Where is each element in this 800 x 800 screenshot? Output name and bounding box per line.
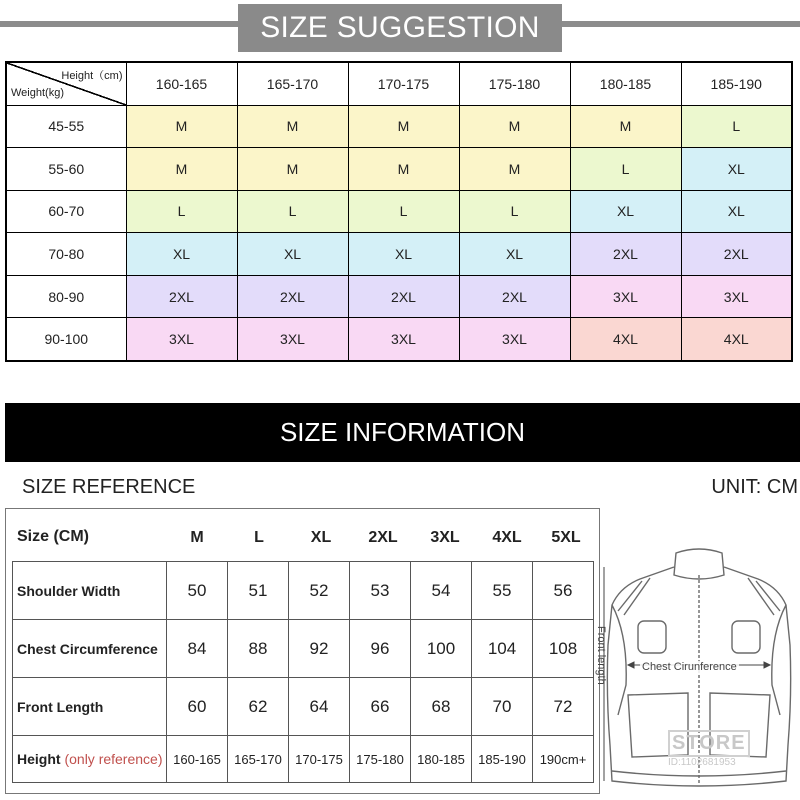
banner-line-right	[561, 21, 800, 27]
size-cell: 3XL	[237, 318, 348, 361]
unit-label: UNIT: CM	[711, 476, 798, 498]
value-cell: 185-190	[472, 736, 533, 783]
row-label: Chest Circumference	[13, 620, 167, 678]
size-cell: M	[348, 148, 459, 191]
size-cell: L	[681, 105, 792, 148]
size-cell: XL	[348, 233, 459, 276]
value-cell: 84	[167, 620, 228, 678]
size-cell: M	[459, 148, 570, 191]
suggestion-header-row	[6, 62, 792, 105]
weight-row-label: 90-100	[6, 318, 126, 361]
value-cell: 56	[533, 562, 594, 620]
height-label: Height	[17, 751, 61, 767]
table-row	[13, 620, 594, 678]
size-cm-header: Size (CM)	[17, 528, 89, 545]
size-column-header: XL	[310, 529, 332, 546]
value-cell: 190cm+	[533, 736, 594, 783]
size-cell: M	[570, 105, 681, 148]
size-column-header: 4XL	[492, 529, 522, 546]
value-cell: 50	[167, 562, 228, 620]
row-label-height	[13, 736, 167, 783]
size-cell: XL	[570, 190, 681, 233]
size-cell: 3XL	[126, 318, 237, 361]
weight-axis-label: Weight(kg)	[11, 86, 64, 99]
height-header: 165-170	[237, 62, 348, 105]
value-cell: 160-165	[167, 736, 228, 783]
size-cell: 2XL	[681, 233, 792, 276]
size-cell: 4XL	[570, 318, 681, 361]
value-cell: 64	[289, 678, 350, 736]
store-watermark: STORE	[668, 730, 750, 757]
size-reference-label: SIZE REFERENCE	[22, 476, 196, 498]
size-cell: 4XL	[681, 318, 792, 361]
value-cell: 108	[533, 620, 594, 678]
row-label: Front Length	[13, 678, 167, 736]
size-cell: M	[348, 105, 459, 148]
size-column-header: L	[254, 529, 264, 546]
size-cell: 2XL	[237, 275, 348, 318]
height-header: 180-185	[570, 62, 681, 105]
height-header: 175-180	[459, 62, 570, 105]
size-suggestion-table	[5, 61, 793, 362]
size-cell: M	[126, 105, 237, 148]
value-cell: 53	[350, 562, 411, 620]
height-header: 160-165	[126, 62, 237, 105]
value-cell: 88	[228, 620, 289, 678]
value-cell: 104	[472, 620, 533, 678]
table-row	[13, 736, 594, 783]
table-row	[6, 148, 792, 191]
value-cell: 52	[289, 562, 350, 620]
size-cell: XL	[681, 190, 792, 233]
height-axis-label: Height（cm)	[61, 70, 123, 82]
size-cell: L	[348, 190, 459, 233]
value-cell: 66	[350, 678, 411, 736]
value-cell: 170-175	[289, 736, 350, 783]
size-cell: M	[237, 148, 348, 191]
size-cell: XL	[681, 148, 792, 191]
value-cell: 55	[472, 562, 533, 620]
size-cell: L	[237, 190, 348, 233]
size-suggestion-title: SIZE SUGGESTION	[238, 4, 562, 52]
size-cell: L	[126, 190, 237, 233]
size-cell: L	[459, 190, 570, 233]
size-column-header: 5XL	[551, 529, 581, 546]
row-label: Shoulder Width	[13, 562, 167, 620]
size-cell: 2XL	[126, 275, 237, 318]
height-header: 185-190	[681, 62, 792, 105]
size-column-header: M	[190, 529, 204, 546]
value-cell: 175-180	[350, 736, 411, 783]
size-cell: XL	[459, 233, 570, 276]
size-cell: M	[237, 105, 348, 148]
weight-row-label: 60-70	[6, 190, 126, 233]
table-row	[6, 233, 792, 276]
value-cell: 70	[472, 678, 533, 736]
value-cell: 100	[411, 620, 472, 678]
size-column-header: 3XL	[430, 529, 460, 546]
size-cell: 3XL	[570, 275, 681, 318]
banner-line-left	[0, 21, 240, 27]
size-cell: L	[570, 148, 681, 191]
table-row	[6, 275, 792, 318]
size-column-header: 2XL	[368, 529, 398, 546]
value-cell: 96	[350, 620, 411, 678]
value-cell: 180-185	[411, 736, 472, 783]
value-cell: 72	[533, 678, 594, 736]
diagonal-header-cell	[6, 62, 126, 105]
size-info-table	[12, 561, 594, 783]
value-cell: 68	[411, 678, 472, 736]
only-reference-note: (only reference)	[64, 751, 163, 767]
value-cell: 51	[228, 562, 289, 620]
value-cell: 62	[228, 678, 289, 736]
weight-row-label: 80-90	[6, 275, 126, 318]
size-cell: 2XL	[570, 233, 681, 276]
height-header: 170-175	[348, 62, 459, 105]
size-cell: 3XL	[681, 275, 792, 318]
size-cell: XL	[126, 233, 237, 276]
size-cell: XL	[237, 233, 348, 276]
weight-row-label: 55-60	[6, 148, 126, 191]
chest-circumference-label: Chest Cirunference	[642, 661, 737, 673]
table-row	[6, 190, 792, 233]
size-cell: 2XL	[459, 275, 570, 318]
table-row	[6, 105, 792, 148]
value-cell: 165-170	[228, 736, 289, 783]
size-information-title: SIZE INFORMATION	[5, 403, 800, 462]
size-cell: 3XL	[459, 318, 570, 361]
size-cell: 2XL	[348, 275, 459, 318]
size-cell: M	[459, 105, 570, 148]
size-cell: M	[126, 148, 237, 191]
store-id-watermark: ID:1102681953	[668, 757, 736, 768]
value-cell: 92	[289, 620, 350, 678]
table-row	[6, 318, 792, 361]
size-cell: 3XL	[348, 318, 459, 361]
value-cell: 54	[411, 562, 472, 620]
weight-row-label: 45-55	[6, 105, 126, 148]
table-row	[13, 562, 594, 620]
weight-row-label: 70-80	[6, 233, 126, 276]
front-length-label: Front length	[595, 626, 607, 685]
value-cell: 60	[167, 678, 228, 736]
table-row	[13, 678, 594, 736]
